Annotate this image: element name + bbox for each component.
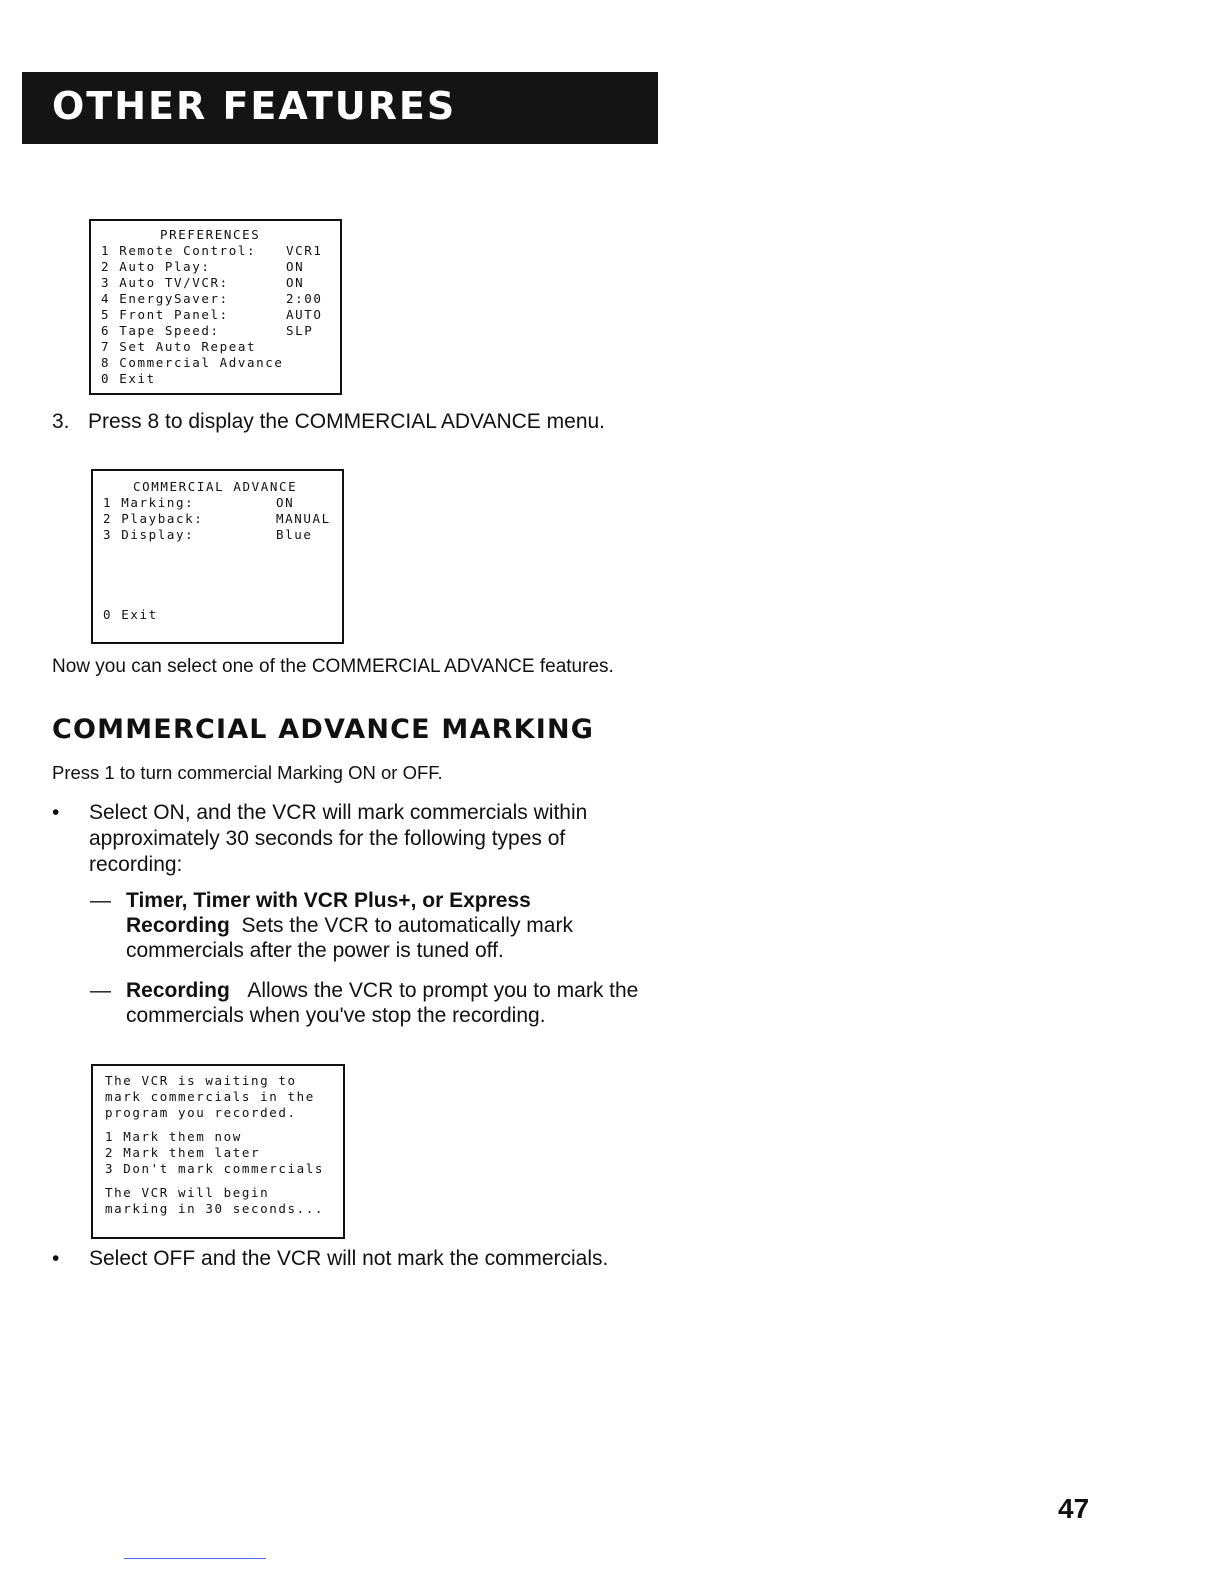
bullet-icon: •	[52, 801, 60, 824]
sub-item-term: Timer, Timer with VCR Plus+, or Express Recording	[126, 889, 531, 937]
menu-row	[101, 291, 340, 307]
menu-row	[103, 527, 342, 543]
prompt-countdown-line: marking in 30 seconds...	[105, 1201, 325, 1216]
menu-row-value: VCR1	[286, 243, 323, 258]
menu-row-label: 5 Front Panel:	[101, 307, 229, 322]
prompt-message-line: The VCR is waiting to	[105, 1073, 297, 1088]
sub-item-body	[126, 978, 666, 1028]
preferences-menu-screen	[89, 219, 342, 395]
menu-row-value: ON	[276, 495, 295, 510]
prompt-message-line: mark commercials in the	[105, 1089, 315, 1104]
menu-row	[101, 243, 340, 259]
dash-icon: —	[90, 889, 111, 912]
commercial-advance-menu-screen	[91, 469, 344, 644]
menu-row-label: 2 Auto Play:	[101, 259, 211, 274]
menu-row	[101, 307, 340, 323]
menu-row-label: 8 Commercial Advance	[101, 355, 284, 370]
menu-row	[101, 323, 340, 339]
step-number: 3.	[52, 410, 70, 433]
commercial-advance-menu-title: COMMERCIAL ADVANCE	[133, 479, 298, 494]
sub-item-recording	[90, 978, 670, 1034]
menu-row	[101, 371, 340, 387]
page-number: 47	[1058, 1493, 1090, 1524]
menu-row-label: 6 Tape Speed:	[101, 323, 220, 338]
prompt-countdown-line: The VCR will begin	[105, 1185, 270, 1200]
prompt-option: 2 Mark them later	[105, 1145, 261, 1160]
bullet-text: Select ON, and the VCR will mark commercials within approximately 30 seconds for the following types of recording:	[89, 801, 588, 876]
preferences-menu-title: PREFERENCES	[160, 227, 261, 242]
menu-row-value: ON	[286, 259, 305, 274]
menu-row	[101, 275, 340, 291]
menu-row	[101, 339, 340, 355]
menu-row-label: 4 EnergySaver:	[101, 291, 229, 306]
prompt-option: 1 Mark them now	[105, 1129, 242, 1144]
menu-row	[101, 355, 340, 371]
bullet-select-off	[52, 1246, 672, 1276]
menu-row	[103, 495, 342, 511]
menu-row	[101, 259, 340, 275]
intro-text: Now you can select one of the COMMERCIAL ADVANCE features.	[52, 656, 614, 677]
menu-row-label: 1 Marking:	[103, 495, 195, 510]
press-instruction: Press 1 to turn commercial Marking ON or OFF.	[52, 762, 443, 783]
menu-row-label: 3 Auto TV/VCR:	[101, 275, 229, 290]
section-heading: COMMERCIAL ADVANCE MARKING	[52, 714, 595, 745]
bullet-select-on	[52, 800, 672, 880]
bullet-icon: •	[52, 1247, 60, 1270]
sub-item-term: Recording	[126, 979, 230, 1002]
sub-item-description: Sets the VCR to automatically mark commercials after the power is tuned off.	[126, 914, 573, 962]
header-bar	[22, 72, 658, 144]
menu-row-label: 0 Exit	[101, 371, 156, 386]
sub-item-body	[126, 888, 666, 963]
dash-icon: —	[90, 979, 111, 1002]
menu-row-label: 1 Remote Control:	[101, 243, 257, 258]
bullet-text: Select OFF and the VCR will not mark the commercials.	[89, 1247, 609, 1270]
menu-row-label: 3 Display:	[103, 527, 195, 542]
sub-item-description: Allows the VCR to prompt you to mark the commercials when you've stop the recording.	[126, 979, 639, 1027]
menu-row-label: 7 Set Auto Repeat	[101, 339, 257, 354]
page-title: OTHER FEATURES	[52, 84, 457, 128]
mark-commercials-prompt-screen	[91, 1064, 345, 1239]
menu-row-value: 2:00	[286, 291, 323, 306]
prompt-message-line: program you recorded.	[105, 1105, 297, 1120]
sub-item-timer	[90, 888, 670, 968]
menu-row-value: Blue	[276, 527, 313, 542]
menu-row-value: MANUAL	[276, 511, 331, 526]
menu-row-value: AUTO	[286, 307, 323, 322]
menu-exit-row: 0 Exit	[103, 607, 158, 622]
prompt-option: 3 Don't mark commercials	[105, 1161, 325, 1176]
footer-rule	[124, 1558, 266, 1559]
menu-row-label: 2 Playback:	[103, 511, 204, 526]
menu-row-value: ON	[286, 275, 305, 290]
step-3	[52, 410, 605, 434]
menu-row	[103, 511, 342, 527]
step-text: Press 8 to display the COMMERCIAL ADVANCE menu.	[88, 410, 606, 433]
menu-row-value: SLP	[286, 323, 314, 338]
